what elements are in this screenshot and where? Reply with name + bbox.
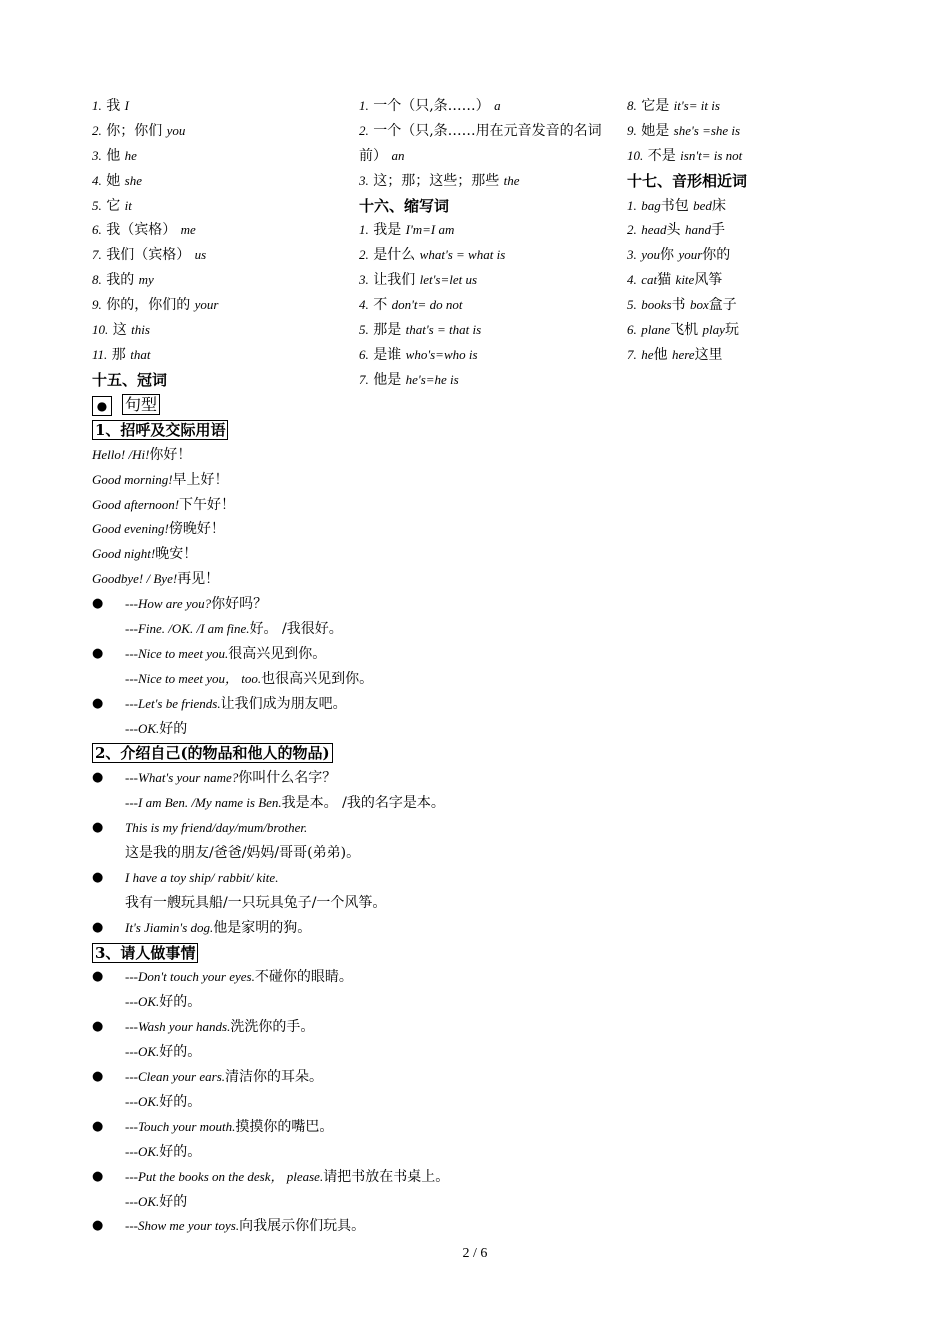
bullet-icon: ●: [92, 820, 104, 836]
articles-column: [359, 94, 609, 393]
word-a-english: bag: [641, 197, 661, 213]
greeting-en: Good morning!: [92, 471, 173, 487]
sentence-line: [92, 721, 187, 737]
bullet-icon: ●: [92, 645, 104, 661]
item-chinese: 我们（宾格）: [106, 247, 191, 264]
word-a-english: books: [641, 297, 672, 313]
sentence-line: [92, 1069, 323, 1085]
bullet-icon: ●: [92, 1168, 104, 1184]
word-b-chinese: 这里: [694, 346, 723, 363]
item-number: 2.: [359, 247, 369, 263]
similar-words-list: [627, 194, 877, 368]
sentence-line: [92, 969, 353, 985]
word-b-chinese: 玩: [724, 322, 739, 339]
item-chinese: 你；你们: [106, 122, 163, 139]
vocab-item: [359, 169, 609, 194]
sentence-en: ---Clean your ears.: [125, 1069, 226, 1085]
articles-heading: 十五、冠词: [92, 370, 168, 389]
item-number: 11.: [92, 346, 108, 362]
sentence-cn: 向我展示你们玩具。: [239, 1218, 366, 1235]
sentence-line: [92, 870, 278, 886]
item-chinese: 这: [112, 322, 127, 339]
vocab-item: [92, 218, 347, 243]
item-english: I: [124, 98, 129, 113]
item-number: 8.: [627, 98, 637, 113]
item-chinese: 它: [106, 197, 121, 214]
request-items: [92, 965, 872, 1214]
bullet-icon: ●: [92, 695, 104, 711]
bullet-icon: ●: [92, 869, 104, 885]
item-number: 2.: [627, 222, 637, 238]
vocab-item: [92, 144, 347, 169]
word-a-english: head: [641, 222, 667, 238]
sentence-line: [92, 795, 445, 811]
greeting-cn: 你好！: [149, 446, 192, 463]
word-b-english: bed: [693, 197, 712, 213]
item-chinese: 他是: [373, 371, 402, 388]
item-chinese: 是谁: [373, 346, 402, 363]
sentence-line: [92, 671, 373, 687]
response-cn: 也很高兴见到你。: [261, 670, 374, 687]
vocab-item: [92, 94, 347, 119]
item-number: 7.: [627, 346, 637, 362]
similar-word-pair: [627, 343, 877, 368]
greeting-en: Hello! /Hi!: [92, 446, 150, 462]
sentence-line: [92, 820, 307, 836]
sentence-cn: 他是家明的狗。: [213, 919, 312, 936]
abbreviations-list-continued: [627, 94, 877, 169]
word-b-english: your: [678, 247, 703, 263]
section3-title-row: [92, 941, 872, 966]
response-cn: 好的。: [159, 1143, 202, 1160]
response-line: [92, 667, 872, 692]
list-item: [92, 1065, 872, 1090]
response-cn: 好的。: [159, 1093, 202, 1110]
response-en: ---OK.: [125, 1193, 160, 1209]
similar-word-pair: [627, 243, 877, 268]
sentence-patterns-title: 句型: [122, 394, 160, 415]
sentence-en: ---Let's be friends.: [125, 695, 221, 711]
list-item: [92, 642, 872, 667]
response-line: [92, 617, 872, 642]
sentence-line: [92, 696, 347, 712]
word-a-chinese: 书: [671, 297, 686, 314]
item-chinese: 我（宾格）: [106, 222, 177, 239]
response-cn: 好。 /我很好。: [249, 621, 343, 638]
response-line: [92, 717, 872, 742]
item-number: 3.: [359, 272, 369, 288]
bullet-icon: ●: [92, 1069, 104, 1085]
item-number: 10.: [627, 147, 644, 163]
item-chinese: 那: [111, 346, 126, 363]
item-english: you: [166, 122, 186, 138]
item-number: 5.: [359, 322, 369, 338]
word-a-chinese: 他: [653, 346, 668, 363]
item-english: a: [494, 98, 501, 113]
section2-title: 2、介绍自己(的物品和他人的物品): [92, 743, 333, 763]
sentence-line: [92, 994, 201, 1010]
item-number: 2.: [92, 122, 102, 138]
vocab-item: [92, 318, 347, 343]
item-english: he: [124, 147, 137, 163]
abbreviations-list: [359, 218, 609, 392]
item-number: 4.: [359, 297, 369, 313]
vocab-item: [359, 368, 609, 393]
list-item: [92, 692, 872, 717]
response-cn: 好的。: [159, 1044, 202, 1061]
vocab-item: [359, 318, 609, 343]
item-chinese: 他: [106, 147, 121, 164]
similar-words-heading: 十七、音形相近词: [627, 171, 748, 190]
item-english: she's =she is: [673, 122, 741, 138]
sentence-line: [92, 1119, 333, 1135]
item-chinese: 这；那；这些；那些: [373, 172, 500, 189]
word-a-english: cat: [641, 272, 658, 288]
item-number: 1.: [92, 98, 102, 113]
word-a-english: he: [641, 346, 654, 362]
response-en: ---Nice to meet you， too.: [125, 670, 262, 686]
item-number: 9.: [627, 122, 637, 138]
greeting-cn: 下午好！: [179, 496, 236, 513]
word-b-english: hand: [684, 222, 711, 238]
greeting-cn: 再见！: [177, 571, 220, 588]
vocab-item: [359, 293, 609, 318]
sentence-en: I have a toy ship/ rabbit/ kite.: [125, 869, 279, 885]
response-line: [92, 1140, 872, 1165]
vocab-item: [92, 243, 347, 268]
sentence-line: [92, 845, 360, 861]
vocab-item: [359, 94, 609, 119]
sentence-patterns-title-row: [92, 393, 872, 418]
sentence-cn: 清洁你的耳朵。: [225, 1069, 324, 1086]
item-chinese: 我是: [373, 222, 402, 239]
bullet-icon: ●: [92, 969, 104, 985]
greeting-en: Goodbye! / Bye!: [92, 571, 178, 587]
list-item: [92, 1015, 872, 1040]
similar-word-pair: [627, 318, 877, 343]
greeting-cn: 早上好！: [172, 471, 229, 488]
response-line: [92, 841, 872, 866]
pronoun-list: [92, 94, 347, 368]
sentence-line: [92, 1019, 314, 1035]
vocab-item: [92, 268, 347, 293]
item-number: 6.: [627, 322, 637, 338]
bullet-icon: ●: [92, 770, 104, 786]
word-b-chinese: 风筝: [694, 272, 723, 289]
item-number: 3.: [92, 147, 102, 163]
item-number: 5.: [92, 197, 102, 213]
item-english: me: [180, 222, 196, 238]
introduction-items: [92, 766, 872, 915]
item-number: 5.: [627, 297, 637, 313]
item-chinese: 你的，你们的: [106, 297, 191, 314]
sentence-line: [92, 596, 267, 612]
word-a-chinese: 你: [659, 247, 674, 264]
section1-title: 1、招呼及交际用语: [92, 420, 228, 440]
word-b-english: here: [671, 346, 695, 362]
item-english: who's=who is: [405, 346, 478, 362]
sentence-en: ---Put the books on the desk， please.: [125, 1168, 324, 1184]
item-english: an: [391, 147, 405, 163]
greeting-line: [92, 567, 872, 592]
sentence-line: [92, 646, 326, 662]
sentence-line: [92, 1144, 201, 1160]
greeting-line: [92, 468, 872, 493]
response-cn: 好的: [159, 720, 188, 737]
item-number: 7.: [359, 371, 369, 387]
response-line: [92, 1090, 872, 1115]
response-line: [92, 1190, 872, 1215]
response-en: ---I am Ben. /My name is Ben.: [125, 795, 282, 811]
word-a-chinese: 头: [666, 222, 681, 239]
sentence-cn: 很高兴见到你。: [228, 645, 327, 662]
sentence-en: ---Show me your toys.: [125, 1218, 240, 1234]
sentence-line: [92, 621, 343, 637]
item-number: 1.: [627, 197, 637, 213]
bullet-icon: ●: [92, 596, 104, 612]
item-english: us: [194, 247, 207, 263]
sentence-cn: 请把书放在书桌上。: [323, 1168, 450, 1185]
item-english: he's=he is: [405, 371, 459, 387]
response-en: ---Fine. /OK. /I am fine.: [125, 621, 250, 637]
item-chinese: 她是: [641, 122, 670, 139]
word-a-english: plane: [641, 322, 671, 338]
sentence-cn: 你好吗？: [211, 596, 268, 613]
item-number: 1.: [359, 222, 369, 238]
vocab-item: [359, 268, 609, 293]
greeting-en: Good evening!: [92, 521, 169, 537]
item-number: 8.: [92, 272, 102, 288]
vocab-item: [359, 243, 609, 268]
item-number: 3.: [359, 172, 369, 188]
word-b-chinese: 手: [710, 222, 725, 239]
sentence-en: This is my friend/day/mum/brother.: [125, 820, 308, 836]
word-a-chinese: 飞机: [670, 322, 699, 339]
item-chinese: 她: [106, 172, 121, 189]
greeting-en: Good night!: [92, 546, 156, 562]
word-a-chinese: 书包: [660, 197, 689, 214]
vocab-item: [359, 343, 609, 368]
list-item: [92, 1115, 872, 1140]
response-cn: 好的。: [159, 994, 202, 1011]
item-number: 9.: [92, 297, 102, 313]
greeting-line: [92, 517, 872, 542]
response-line: [92, 990, 872, 1015]
abbreviations-heading: 十六、缩写词: [359, 196, 450, 215]
sentence-cn: 洗洗你的手。: [230, 1019, 315, 1036]
list-item: [92, 816, 872, 841]
sentence-line: [92, 895, 386, 911]
greeting-dialogs: [92, 592, 872, 741]
bullet-icon: ●: [92, 919, 104, 935]
item-english: I'm=I am: [405, 222, 455, 238]
list-item: [92, 866, 872, 891]
response-en: ---OK.: [125, 994, 160, 1010]
item-english: don't= do not: [391, 297, 463, 313]
response-cn: 好的: [159, 1193, 188, 1210]
greeting-cn: 傍晚好！: [168, 521, 225, 538]
item-english: the: [503, 172, 520, 188]
item-number: 3.: [627, 247, 637, 263]
similar-word-pair: [627, 194, 877, 219]
greeting-cn: 晚安！: [155, 546, 198, 563]
greetings-list: [92, 443, 872, 592]
vocab-item: [627, 144, 877, 169]
item-chinese: 一个（只,条……）: [373, 98, 490, 114]
bullet-icon: ●: [92, 1019, 104, 1035]
sentence-en: ---Touch your mouth.: [125, 1118, 236, 1134]
sentence-cn: 你叫什么名字？: [238, 770, 337, 787]
item-english: your: [194, 297, 219, 313]
item-number: 6.: [92, 222, 102, 238]
bullet-icon: ●: [92, 1218, 104, 1234]
list-item: [92, 766, 872, 791]
item-number: 4.: [627, 272, 637, 288]
word-a-chinese: 猫: [657, 272, 672, 289]
vocab-item: [92, 119, 347, 144]
vocab-item: [627, 119, 877, 144]
list-item: [92, 1165, 872, 1190]
articles-list: [359, 94, 609, 194]
item-english: this: [131, 322, 150, 338]
sentence-en: ---What's your name?: [125, 770, 239, 786]
section3-title: 3、请人做事情: [92, 943, 198, 963]
sentence-en: ---Don't touch your eyes.: [125, 969, 255, 985]
bullet-icon: ●: [92, 396, 112, 416]
sentence-cn: 摸摸你的嘴巴。: [235, 1118, 334, 1135]
similar-word-pair: [627, 268, 877, 293]
similar-word-pair: [627, 293, 877, 318]
item-english: my: [138, 272, 154, 288]
sentence-cn: 不碰你的眼睛。: [254, 969, 353, 986]
similar-word-pair: [627, 218, 877, 243]
word-b-english: box: [690, 297, 709, 313]
item-chinese: 让我们: [373, 272, 416, 289]
section1-title-row: [92, 418, 872, 443]
greeting-line: [92, 493, 872, 518]
item-english: let's=let us: [419, 272, 478, 288]
sentence-line: [92, 1094, 201, 1110]
list-item: [92, 592, 872, 617]
item-number: 6.: [359, 346, 369, 362]
sentence-en: It's Jiamin's dog.: [125, 919, 214, 935]
vocab-item: [92, 194, 347, 219]
page-number: 2 / 6: [462, 1246, 488, 1261]
item-number: 1.: [359, 98, 369, 113]
list-item: [92, 1214, 872, 1239]
response-en: ---OK.: [125, 1093, 160, 1109]
response-en: ---OK.: [125, 1143, 160, 1159]
response-en: ---OK.: [125, 720, 160, 736]
greeting-line: [92, 542, 872, 567]
response-cn: 我是本。 /我的名字是本。: [281, 795, 445, 812]
response-en: ---OK.: [125, 1044, 160, 1060]
item-english: what's = what is: [419, 247, 506, 263]
item-chinese: 不是: [647, 147, 676, 164]
response-line: [92, 791, 872, 816]
list-item: [92, 916, 872, 941]
vocab-item: [92, 293, 347, 318]
sentence-patterns-section: [92, 393, 872, 1239]
sentence-en: ---Wash your hands.: [125, 1019, 231, 1035]
item-english: it's= it is: [673, 98, 720, 113]
word-b-english: kite: [675, 272, 695, 288]
word-b-chinese: 床: [711, 197, 726, 214]
vocab-item: [359, 218, 609, 243]
item-chinese: 它是: [641, 98, 670, 114]
sentence-en: ---How are you?: [125, 596, 212, 612]
sentence-cn: 让我们成为朋友吧。: [220, 695, 347, 712]
item-english: isn't= is not: [680, 147, 743, 163]
response-cn: 我有一艘玩具船/一只玩具兔子/一个风筝。: [125, 894, 387, 911]
word-b-english: play: [702, 322, 725, 338]
item-chinese: 一个（只,条……用在元音发音的名词前）: [359, 122, 602, 164]
sentence-line: [92, 1169, 449, 1185]
item-english: that's = that is: [405, 322, 482, 338]
vocab-item: [92, 343, 347, 368]
pronoun-column: [92, 94, 347, 393]
vocab-item: [627, 94, 877, 119]
item-chinese: 是什么: [373, 247, 416, 264]
item-chinese: 我的: [106, 272, 135, 289]
word-a-english: you: [641, 247, 660, 263]
sentence-line: [92, 1044, 201, 1060]
item-chinese: 我: [106, 98, 121, 114]
item-english: that: [130, 346, 151, 362]
vocab-item: [359, 119, 609, 169]
list-item: [92, 965, 872, 990]
item-number: 7.: [92, 247, 102, 263]
greeting-en: Good afternoon!: [92, 496, 180, 512]
item-english: it: [124, 197, 132, 213]
item-number: 2.: [359, 122, 369, 138]
item-chinese: 那是: [373, 322, 402, 339]
sentence-en: ---Nice to meet you.: [125, 645, 229, 661]
vocab-item: [92, 169, 347, 194]
item-number: 10.: [92, 322, 109, 338]
word-b-chinese: 盒子: [708, 297, 737, 314]
similar-words-column: [627, 94, 877, 368]
response-line: [92, 891, 872, 916]
sentence-line: [92, 770, 336, 786]
item-number: 4.: [92, 172, 102, 188]
response-cn: 这是我的朋友/爸爸/妈妈/哥哥(弟弟)。: [125, 845, 361, 862]
greeting-line: [92, 443, 872, 468]
section2-title-row: [92, 741, 872, 766]
bullet-icon: ●: [92, 1118, 104, 1134]
item-english: she: [124, 172, 142, 188]
word-b-chinese: 你的: [702, 247, 731, 264]
response-line: [92, 1040, 872, 1065]
item-chinese: 不: [373, 297, 388, 314]
sentence-line: [92, 1194, 187, 1210]
